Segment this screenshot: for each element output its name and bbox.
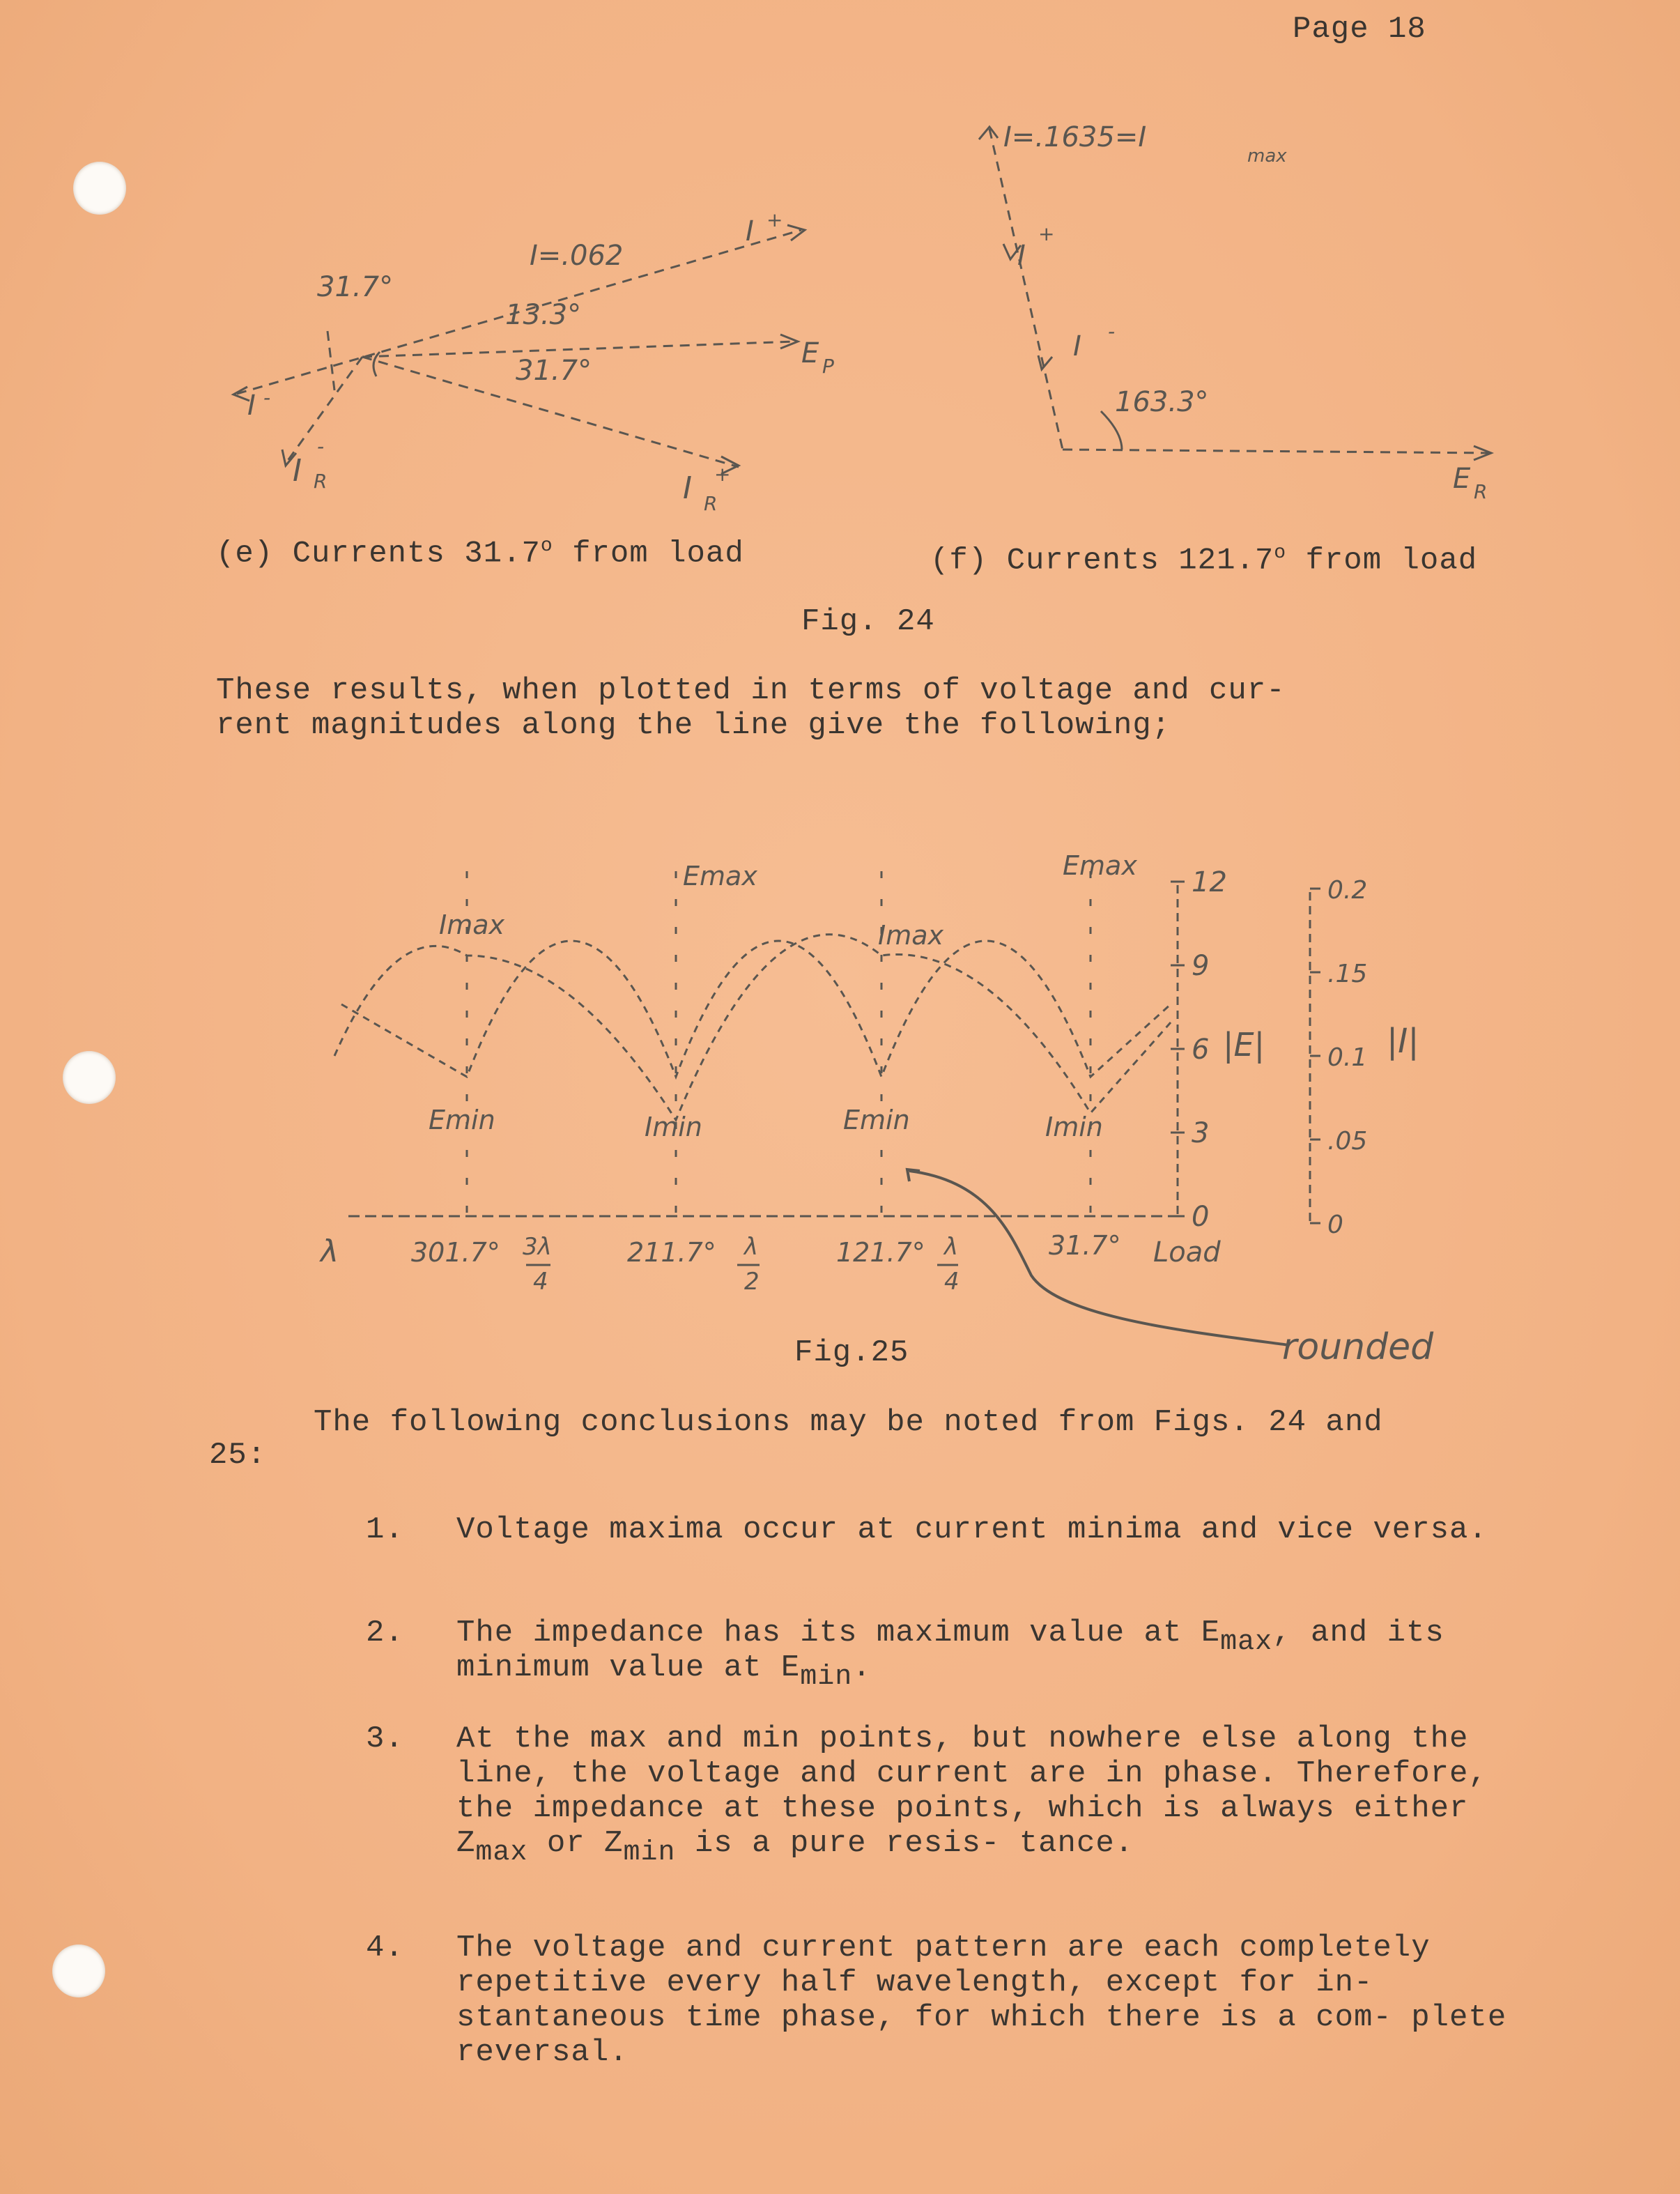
label-i-max-value: I=.1635=I	[1003, 121, 1147, 153]
svg-text:-: -	[263, 386, 271, 409]
svg-text:-: -	[1108, 320, 1116, 343]
conclusion-intro: The following conclusions may be noted from Figs. 24 and	[314, 1405, 1383, 1440]
i-axis-tick-label: .05	[1327, 1127, 1368, 1156]
i-axis-label: |I|	[1387, 1022, 1419, 1061]
fig25-label: Fig.25	[794, 1335, 909, 1370]
curve-label: Emin	[843, 1105, 910, 1135]
label-i-minus-f: I	[1073, 330, 1081, 362]
curve-label: Imax	[439, 910, 504, 940]
x-axis-label: 301.7°	[411, 1237, 500, 1268]
e-axis-tick-label: 3	[1192, 1117, 1210, 1149]
i-axis-tick-label: 0.1	[1327, 1043, 1368, 1072]
conclusion-intro-cont: 25:	[209, 1438, 267, 1473]
svg-text:R: R	[704, 492, 718, 515]
i-axis-tick-label: 0	[1327, 1211, 1343, 1239]
label-i-value: I=.062	[530, 240, 624, 272]
er-vector	[1063, 450, 1491, 453]
page-number: Page 18	[1293, 12, 1426, 47]
annotation-rounded: rounded	[1282, 1326, 1434, 1368]
figure-25-chart	[0, 801, 1680, 1387]
label-angle-31-7-b: 31.7°	[516, 355, 592, 387]
x-axis-label: 31.7°	[1049, 1230, 1121, 1261]
label-angle-163-3: 163.3°	[1115, 386, 1209, 418]
series-I-curve	[334, 935, 1171, 1120]
svg-text:R: R	[1474, 480, 1488, 503]
e-axis-tick-label: 6	[1192, 1034, 1210, 1066]
x-axis-label: 211.7°	[627, 1237, 716, 1268]
svg-text:+: +	[714, 463, 731, 486]
intro-paragraph: These results, when plotted in terms of voltage and cur- rent magnitudes along the line give the following;	[216, 673, 1286, 743]
curve-label: Imin	[645, 1112, 702, 1142]
x-axis-label: Load	[1153, 1236, 1221, 1268]
x-axis-label: 4	[944, 1268, 960, 1296]
curve-label: Emax	[1063, 850, 1137, 881]
label-i-plus-f: I	[1017, 240, 1026, 272]
i-vector-f	[989, 129, 1063, 450]
x-axis-label: λ	[744, 1233, 759, 1261]
label-er: E	[1453, 463, 1471, 495]
svg-text:R: R	[314, 470, 327, 493]
label-i-minus: I	[247, 390, 256, 422]
x-axis-label: 121.7°	[836, 1237, 925, 1268]
svg-text:P: P	[822, 355, 834, 378]
e-axis-label: |E|	[1223, 1026, 1265, 1064]
label-angle-13-3: 13.3°	[505, 299, 582, 331]
x-axis-label: 4	[533, 1268, 548, 1296]
caption-e: (e) Currents 31.7$^o$ from load	[216, 535, 744, 571]
label-i-plus: I	[746, 215, 754, 247]
x-axis-label: 3λ	[523, 1233, 552, 1261]
e-axis-tick-label: 0	[1192, 1201, 1210, 1233]
curve-label: Imax	[878, 920, 943, 951]
svg-text:+: +	[766, 208, 783, 231]
caption-f: (f) Currents 121.7$^o$ from load	[930, 542, 1478, 578]
x-axis-label: 2	[744, 1268, 760, 1296]
svg-text:+: +	[1038, 222, 1055, 245]
e-axis-tick-label: 12	[1192, 866, 1227, 898]
svg-text:-: -	[317, 435, 325, 458]
label-ep: E	[801, 337, 819, 369]
punch-hole	[52, 1944, 105, 1997]
e-axis-tick-label: 9	[1192, 950, 1210, 982]
fig24-label: Fig. 24	[801, 604, 935, 639]
x-axis-label: λ	[944, 1233, 959, 1261]
i-axis-tick-label: .15	[1327, 960, 1368, 988]
label-angle-31-7-a: 31.7°	[317, 271, 394, 303]
label-ir-minus: I	[293, 453, 302, 489]
svg-text:max: max	[1247, 146, 1287, 167]
x-axis-label: λ	[321, 1234, 339, 1269]
curve-label: Emin	[429, 1105, 495, 1135]
curve-label: Imin	[1045, 1112, 1103, 1142]
i-axis-tick-label: 0.2	[1327, 876, 1368, 905]
curve-label: Emax	[683, 861, 757, 891]
label-ir-plus: I	[683, 470, 692, 506]
